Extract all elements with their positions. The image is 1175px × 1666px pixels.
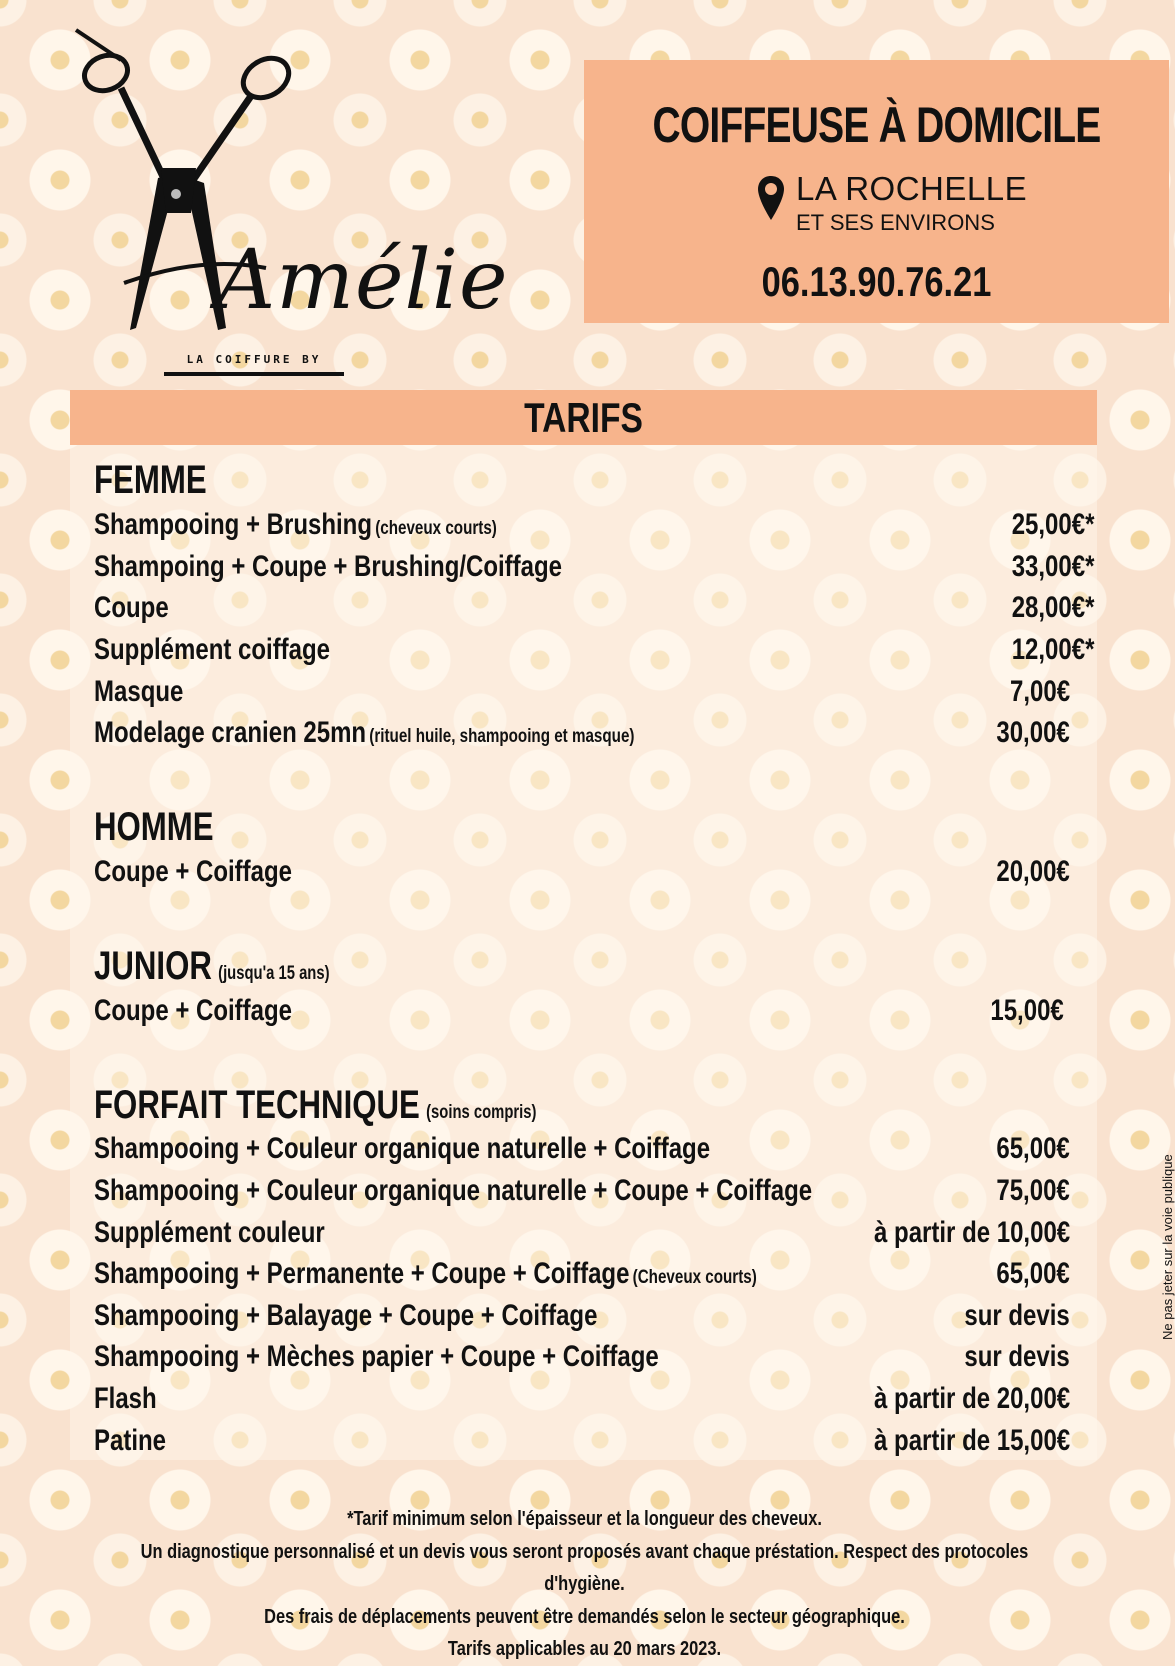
tarifs-title: TARIFS <box>524 394 643 441</box>
tarifs-header <box>70 390 1097 445</box>
contact-title: COIFFEUSE À DOMICILE <box>652 97 1101 153</box>
section-title-femme: FEMME <box>94 458 207 502</box>
logo-script-name: Amélie <box>216 233 509 328</box>
contact-city: LA ROCHELLE <box>796 170 1028 207</box>
price-row: Flash à partir de 20,00€ <box>94 1382 1070 1415</box>
footer-line: Des frais de déplacements peuvent être demandés selon le secteur géographique. <box>264 1605 905 1628</box>
price-row: Coupe 28,00€* <box>94 591 1094 624</box>
price-row: Patine à partir de 15,00€ <box>94 1424 1070 1457</box>
logo-ribbon <box>164 352 344 376</box>
side-note: Ne pas jeter sur la voie publique <box>1160 1154 1175 1340</box>
price-row: Supplément couleur à partir de 10,00€ <box>94 1216 1070 1249</box>
price-row: Supplément coiffage 12,00€* <box>94 633 1094 666</box>
price-row: Shampoing + Coupe + Brushing/Coiffage 33,00€* <box>94 550 1094 583</box>
price-row: Modelage cranien 25mn (rituel huile, shampooing et masque) 30,00€ <box>94 716 1070 749</box>
footer-line: *Tarif minimum selon l'épaisseur et la longueur des cheveux. <box>347 1508 822 1530</box>
contact-block <box>584 60 1169 323</box>
price-row: Shampooing + Mèches papier + Coupe + Coiffage sur devis <box>94 1340 1070 1373</box>
price-row: Coupe + Coiffage 15,00€ <box>94 994 1064 1027</box>
price-row: Masque 7,00€ <box>94 675 1070 708</box>
contact-area: ET SES ENVIRONS <box>796 210 995 235</box>
section-title-homme: HOMME <box>94 805 214 849</box>
footer-line: Tarifs applicables au 20 mars 2023. <box>447 1638 722 1660</box>
footer-notes <box>0 1503 1169 1666</box>
section-title-junior: JUNIOR (jusqu'a 15 ans) <box>94 944 330 988</box>
footer-line: Un diagnostique personnalisé et un devis vous seront proposés avant chaque préstation. Respect des protocoles d'hygiène. <box>140 1540 1029 1595</box>
logo <box>66 18 509 366</box>
price-row: Shampooing + Brushing (cheveux courts) 25,00€* <box>94 508 1094 541</box>
logo-tagline: LA COIFFURE BY <box>186 353 322 366</box>
price-row: Coupe + Coiffage 20,00€ <box>94 855 1070 888</box>
contact-phone[interactable]: 06.13.90.76.21 <box>761 258 992 305</box>
price-row: Shampooing + Couleur organique naturelle + Coiffage 65,00€ <box>94 1132 1070 1165</box>
price-row: Shampooing + Couleur organique naturelle + Coupe + Coiffage 75,00€ <box>94 1174 1070 1207</box>
location-pin-icon <box>756 174 786 222</box>
price-row: Shampooing + Permanente + Coupe + Coiffage (Cheveux courts) 65,00€ <box>94 1257 1070 1290</box>
price-row: Shampooing + Balayage + Coupe + Coiffage sur devis <box>94 1299 1070 1332</box>
section-title-forfait: FORFAIT TECHNIQUE (soins compris) <box>94 1083 537 1127</box>
